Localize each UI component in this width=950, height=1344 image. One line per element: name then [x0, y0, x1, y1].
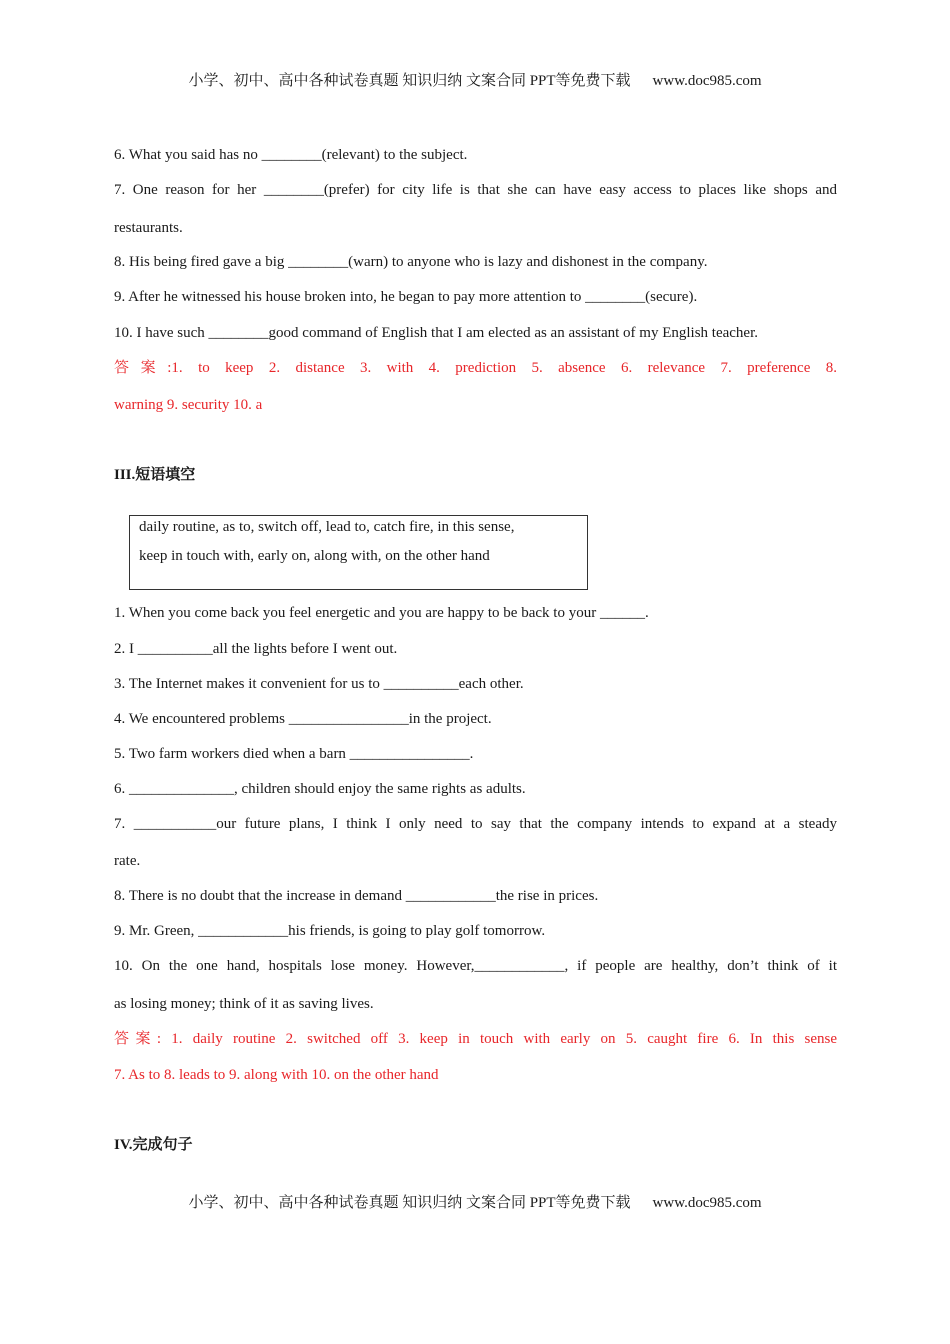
- footer-site: www.doc985.com: [652, 1195, 762, 1211]
- phrase-bank-line-2: keep in touch with, early on, along with, on the other hand: [139, 548, 490, 564]
- page-footer: [0, 1191, 950, 1212]
- phrase-question-10: 10. On the one hand, hospitals lose money. However,____________, if people are healthy, don’t think of it: [114, 958, 837, 974]
- header-site: www.doc985.com: [652, 73, 762, 89]
- question-6: 6. What you said has no ________(relevant) to the subject.: [114, 147, 468, 163]
- question-7: 7. One reason for her ________(prefer) for city life is that she can have easy access to places like shops and: [114, 182, 837, 198]
- question-8: 8. His being fired gave a big ________(warn) to anyone who is lazy and dishonest in the company.: [114, 254, 708, 270]
- answer-key-line-1: 答案:1. to keep 2. distance 3. with 4. prediction 5. absence 6. relevance 7. preference 8.: [114, 360, 837, 376]
- header-text: 小学、初中、高中各种试卷真题 知识归纳 文案合同 PPT等免费下载: [188, 73, 631, 89]
- phrase-question-1: 1. When you come back you feel energetic and you are happy to be back to your ______.: [114, 605, 649, 621]
- phrase-question-7: 7. ___________our future plans, I think I only need to say that the company intends to expand at a steady: [114, 816, 837, 832]
- phrase-question-10-cont: as losing money; think of it as saving lives.: [114, 996, 374, 1012]
- phrase-question-9: 9. Mr. Green, ____________his friends, is going to play golf tomorrow.: [114, 923, 546, 939]
- question-7-cont: restaurants.: [114, 220, 183, 236]
- phrase-answer-line-2: 7. As to 8. leads to 9. along with 10. on the other hand: [114, 1067, 439, 1083]
- phrase-question-3: 3. The Internet makes it convenient for us to __________each other.: [114, 676, 524, 692]
- section-4-heading: IV.完成句子: [114, 1137, 193, 1153]
- question-9: 9. After he witnessed his house broken into, he began to pay more attention to ________(secure).: [114, 289, 698, 305]
- footer-text: 小学、初中、高中各种试卷真题 知识归纳 文案合同 PPT等免费下载: [188, 1195, 631, 1211]
- phrase-answer-line-1: 答案: 1. daily routine 2. switched off 3. keep in touch with early on 5. caught fire 6. In this sense: [114, 1031, 837, 1047]
- section-3-heading: III.短语填空: [114, 467, 196, 483]
- phrase-bank-line-1: daily routine, as to, switch off, lead to, catch fire, in this sense,: [139, 519, 515, 535]
- page-header: [0, 69, 950, 90]
- phrase-question-5: 5. Two farm workers died when a barn ________________.: [114, 746, 474, 762]
- question-10: 10. I have such ________good command of English that I am elected as an assistant of my English teacher.: [114, 325, 759, 341]
- answer-key-line-2: warning 9. security 10. a: [114, 397, 263, 413]
- phrase-question-4: 4. We encountered problems ________________in the project.: [114, 711, 492, 727]
- phrase-question-6: 6. ______________, children should enjoy the same rights as adults.: [114, 781, 526, 797]
- phrase-question-7-cont: rate.: [114, 853, 141, 869]
- phrase-question-2: 2. I __________all the lights before I went out.: [114, 641, 398, 657]
- phrase-question-8: 8. There is no doubt that the increase in demand ____________the rise in prices.: [114, 888, 599, 904]
- phrase-bank-box: [129, 515, 588, 590]
